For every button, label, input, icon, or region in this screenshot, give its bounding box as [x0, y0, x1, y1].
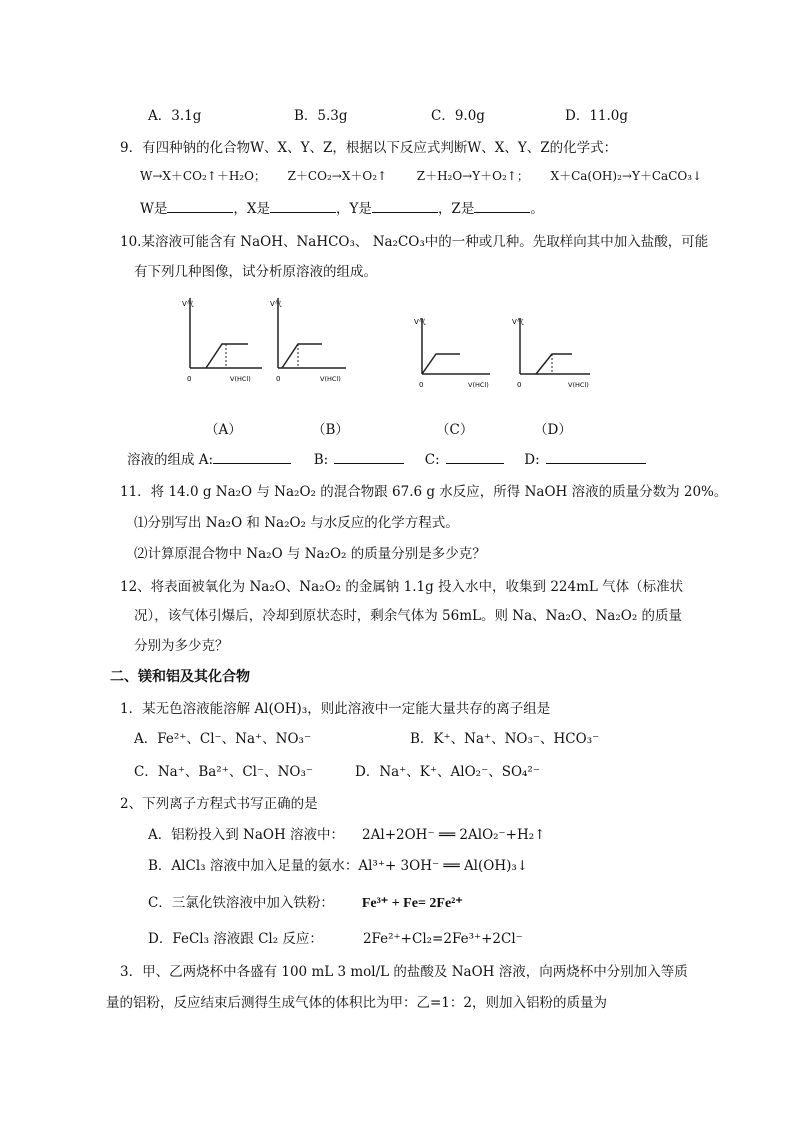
graph-a-origin: 0 [187, 375, 192, 383]
s2q2-option-c [148, 891, 463, 912]
s2q2-stem: 2、下列离子方程式书写正确的是 [120, 796, 318, 812]
graph-b-x-label: V(HCl) [320, 375, 341, 383]
q9-eq3: Z＋H₂O→Y＋O₂↑； [416, 169, 529, 183]
s2q2-d-label: D．FeCl₃ 溶液跟 Cl₂ 反应： [148, 931, 323, 947]
graph-a-y-label: V气 [182, 300, 194, 308]
q9-w-label: W是 [140, 201, 168, 217]
s2q3-line1: 3．甲、乙两烧杯中各盛有 100 mL 3 mol/L 的盐酸及 NaOH 溶液，向两烧杯中分别加入等质 [120, 964, 688, 980]
q10-answer-d-blank[interactable] [546, 451, 646, 464]
q9-w-blank[interactable] [167, 200, 233, 213]
s2q1-stem: 1．某无色溶液能溶解 Al(OH)₃，则此溶液中一定能大量共存的离子组是 [120, 701, 551, 717]
graph-c [414, 317, 490, 389]
q9-z-label: ，Z是 [437, 201, 475, 217]
graph-c-x-label: V(HCl) [468, 381, 489, 389]
q10-answers [127, 448, 646, 468]
q9-eq1: W→X＋CO₂↑＋H₂O； [140, 169, 266, 183]
q9-eq4: X＋Ca(OH)₂→Y＋CaCO₃↓ [550, 169, 703, 183]
q10-answer-a-label: 溶液的组成 A: [127, 452, 214, 468]
q8-option-d: D．11.0g [565, 108, 629, 124]
s2q1-option-c: C．Na⁺、Ba²⁺、Cl⁻、NO₃⁻ [134, 764, 314, 780]
s2q2-option-b: B．AlCl₃ 溶液中加入足量的氨水：Al³⁺+ 3OH⁻ ══ Al(OH)₃↓ [148, 858, 529, 874]
q10-graphs [170, 288, 630, 398]
graph-a [182, 298, 262, 383]
q10-answer-b-label: B: [313, 452, 329, 468]
q9-y-label: ，Y是 [336, 201, 372, 217]
section2-title: 二、镁和铝及其化合物 [110, 669, 250, 685]
q9-end: 。 [530, 201, 544, 217]
q8-option-c: C．9.0g [431, 108, 485, 124]
q10-line1: 10.某溶液可能含有 NaOH、NaHCO₃、 Na₂CO₃中的一种或几种。先取样向其中加入盐酸，可能 [120, 234, 709, 250]
q10-answer-c-blank[interactable] [446, 451, 504, 464]
q11-stem: 11．将 14.0 g Na₂O 与 Na₂O₂ 的混合物跟 67.6 g 水反应，所得 NaOH 溶液的质量分数为 20%。 [120, 484, 728, 500]
s2q2-a-equation: 2Al+2OH⁻ ══ 2AlO₂⁻+H₂↑ [362, 827, 546, 843]
q10-answer-c-label: C: [424, 452, 440, 468]
graph-b-y-label: V气 [270, 300, 282, 308]
q10-answer-a-blank[interactable] [213, 451, 291, 464]
q10-line2: 有下列几种图像，试分析原溶液的组成。 [134, 264, 377, 280]
graph-a-x-label: V(HCl) [230, 375, 251, 383]
q8-option-b: B．5.3g [294, 108, 348, 124]
s2q2-option-d [148, 927, 523, 947]
q12-line1: 12、将表面被氧化为 Na₂O、Na₂O₂ 的金属钠 1.1g 投入水中，收集到 224mL 气体（标准状 [120, 579, 684, 595]
q9-stem: 9．有四种钠的化合物W、X、Y、Z，根据以下反应式判断W、X、Y、Z的化学式： [120, 140, 618, 156]
q9-y-blank[interactable] [372, 200, 438, 213]
s2q1-option-d: D．Na⁺、K⁺、AlO₂⁻、SO₄²⁻ [355, 764, 540, 780]
graph-b [270, 298, 346, 383]
q10-answer-b-blank[interactable] [334, 451, 404, 464]
s2q2-option-a [148, 823, 545, 843]
graph-d-origin: 0 [517, 381, 522, 389]
s2q1-option-b: B．K⁺、Na⁺、NO₃⁻、HCO₃⁻ [410, 731, 600, 747]
s2q3-line2: 量的铝粉，反应结束后测得生成气体的体积比为甲：乙=1：2，则加入铝粉的质量为 [106, 995, 607, 1011]
s2q2-c-label: C．三氯化铁溶液中加入铁粉： [148, 895, 334, 911]
s2q1-option-a: A．Fe²⁺、Cl⁻、Na⁺、NO₃⁻ [134, 731, 312, 747]
q11-part2: ⑵计算原混合物中 Na₂O 与 Na₂O₂ 的质量分别是多少克？ [134, 546, 486, 562]
q9-equations [140, 167, 702, 184]
s2q2-d-equation: 2Fe²⁺+Cl₂=2Fe³⁺+2Cl⁻ [362, 931, 523, 947]
graph-label-d: （D） [534, 422, 572, 438]
graph-d-y-label: V气 [512, 318, 524, 326]
graph-d-x-label: V(HCl) [568, 381, 589, 389]
q9-z-blank[interactable] [474, 200, 530, 213]
graph-c-y-label: V气 [414, 318, 426, 326]
graph-label-a: （A） [205, 422, 242, 438]
graph-label-c: （C） [436, 422, 474, 438]
q9-x-label: ，X是 [233, 201, 271, 217]
q8-option-a: A．3.1g [148, 108, 202, 124]
graph-c-origin: 0 [419, 381, 424, 389]
q9-x-blank[interactable] [270, 200, 336, 213]
q12-line2: 况），该气体引爆后，冷却到原状态时，剩余气体为 56mL。则 Na、Na₂O、Na₂O₂ 的质量 [134, 608, 683, 624]
graph-label-b: （B） [312, 422, 349, 438]
q9-blanks [140, 197, 544, 217]
s2q2-a-label: A．铝粉投入到 NaOH 溶液中： [148, 827, 345, 843]
q12-line3: 分别为多少克？ [134, 638, 229, 654]
graph-b-origin: 0 [276, 375, 281, 383]
q9-eq2: Z＋CO₂→X＋O₂↑ [287, 169, 388, 183]
q10-answer-d-label: D: [524, 452, 540, 468]
graph-d [512, 317, 590, 389]
s2q2-c-equation: Fe³⁺ + Fe= 2Fe²⁺ [361, 896, 463, 911]
q11-part1: ⑴分别写出 Na₂O 和 Na₂O₂ 与水反应的化学方程式。 [134, 515, 459, 531]
